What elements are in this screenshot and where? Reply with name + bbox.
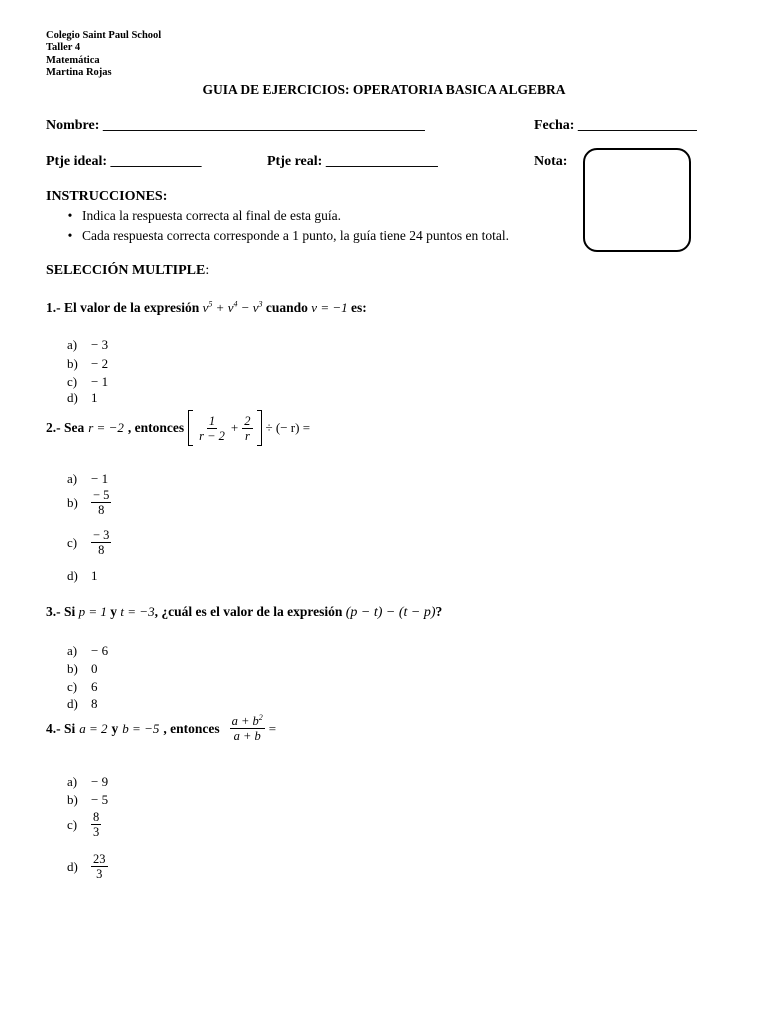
option-1d[interactable]: d) 1	[67, 390, 98, 405]
q1-expression: $v^5 + v^4 - v^3$	[202, 299, 263, 315]
option-4b[interactable]: b) − 5	[67, 792, 109, 807]
nota-label: Nota:	[534, 154, 568, 169]
option-3d[interactable]: d) 8	[67, 696, 98, 711]
option-4a[interactable]: a) − 9	[67, 774, 109, 789]
page-title: GUIA DE EJERCICIOS: OPERATORIA BASICA ALGEBRA	[202, 82, 566, 97]
teacher-name: Martina Rojas	[46, 67, 112, 78]
nombre-field[interactable]: Nombre: ______________________________________________	[46, 118, 425, 133]
option-3a[interactable]: a) − 6	[67, 643, 109, 658]
instruction-item: • Indica la respuesta correcta al final de esta guía.	[67, 208, 341, 223]
question-1: 1.- El valor de la expresión $v^5 + v^4 - v^3$ cuando v = −1 es:	[46, 299, 367, 315]
question-4: 4.- Si a = 2 y b = −5 , entonces $\frac{a + b^2}{a + b}$ =	[46, 712, 277, 743]
instructions-heading: INSTRUCCIONES:	[46, 189, 168, 204]
workshop-label: Taller 4	[46, 42, 81, 53]
option-4d[interactable]: d) $\frac{23}{3}$	[67, 852, 106, 881]
option-3b[interactable]: b) 0	[67, 661, 98, 676]
option-1b[interactable]: b) − 2	[67, 356, 109, 371]
ptje-ideal-field[interactable]: Ptje ideal: _____________	[46, 154, 202, 169]
option-1c[interactable]: c) − 1	[67, 374, 109, 389]
option-2b[interactable]: b) $\frac{- 5}{8}$	[67, 488, 110, 517]
option-3c[interactable]: c) 6	[67, 679, 98, 694]
option-2c[interactable]: c) $\frac{- 3}{8}$	[67, 528, 110, 557]
subject-label: Matemática	[46, 55, 100, 66]
nota-box[interactable]	[583, 148, 691, 252]
fecha-field[interactable]: Fecha: _________________	[534, 118, 697, 133]
section-heading: SELECCIÓN MULTIPLE:	[46, 263, 210, 278]
instruction-item: • Cada respuesta correcta corresponde a 1 punto, la guía tiene 24 puntos en total.	[67, 228, 509, 243]
school-name: Colegio Saint Paul School	[46, 30, 162, 41]
option-2a[interactable]: a) − 1	[67, 471, 109, 486]
ptje-real-field[interactable]: Ptje real: ________________	[267, 154, 438, 169]
option-1a[interactable]: a) − 3	[67, 337, 109, 352]
option-2d[interactable]: d) 1	[67, 568, 98, 583]
option-4c[interactable]: c) $\frac{8}{3}$	[67, 810, 100, 839]
question-2: 2.- Sea r = −2 , entonces $\frac{1}{r - 2}$ + $\frac{2}{r}$ ÷ (− r) =	[46, 410, 310, 446]
question-3: 3.- Si p = 1 y t = −3, ¿cuál es el valor de la expresión (p − t) − (t − p)?	[46, 604, 443, 620]
